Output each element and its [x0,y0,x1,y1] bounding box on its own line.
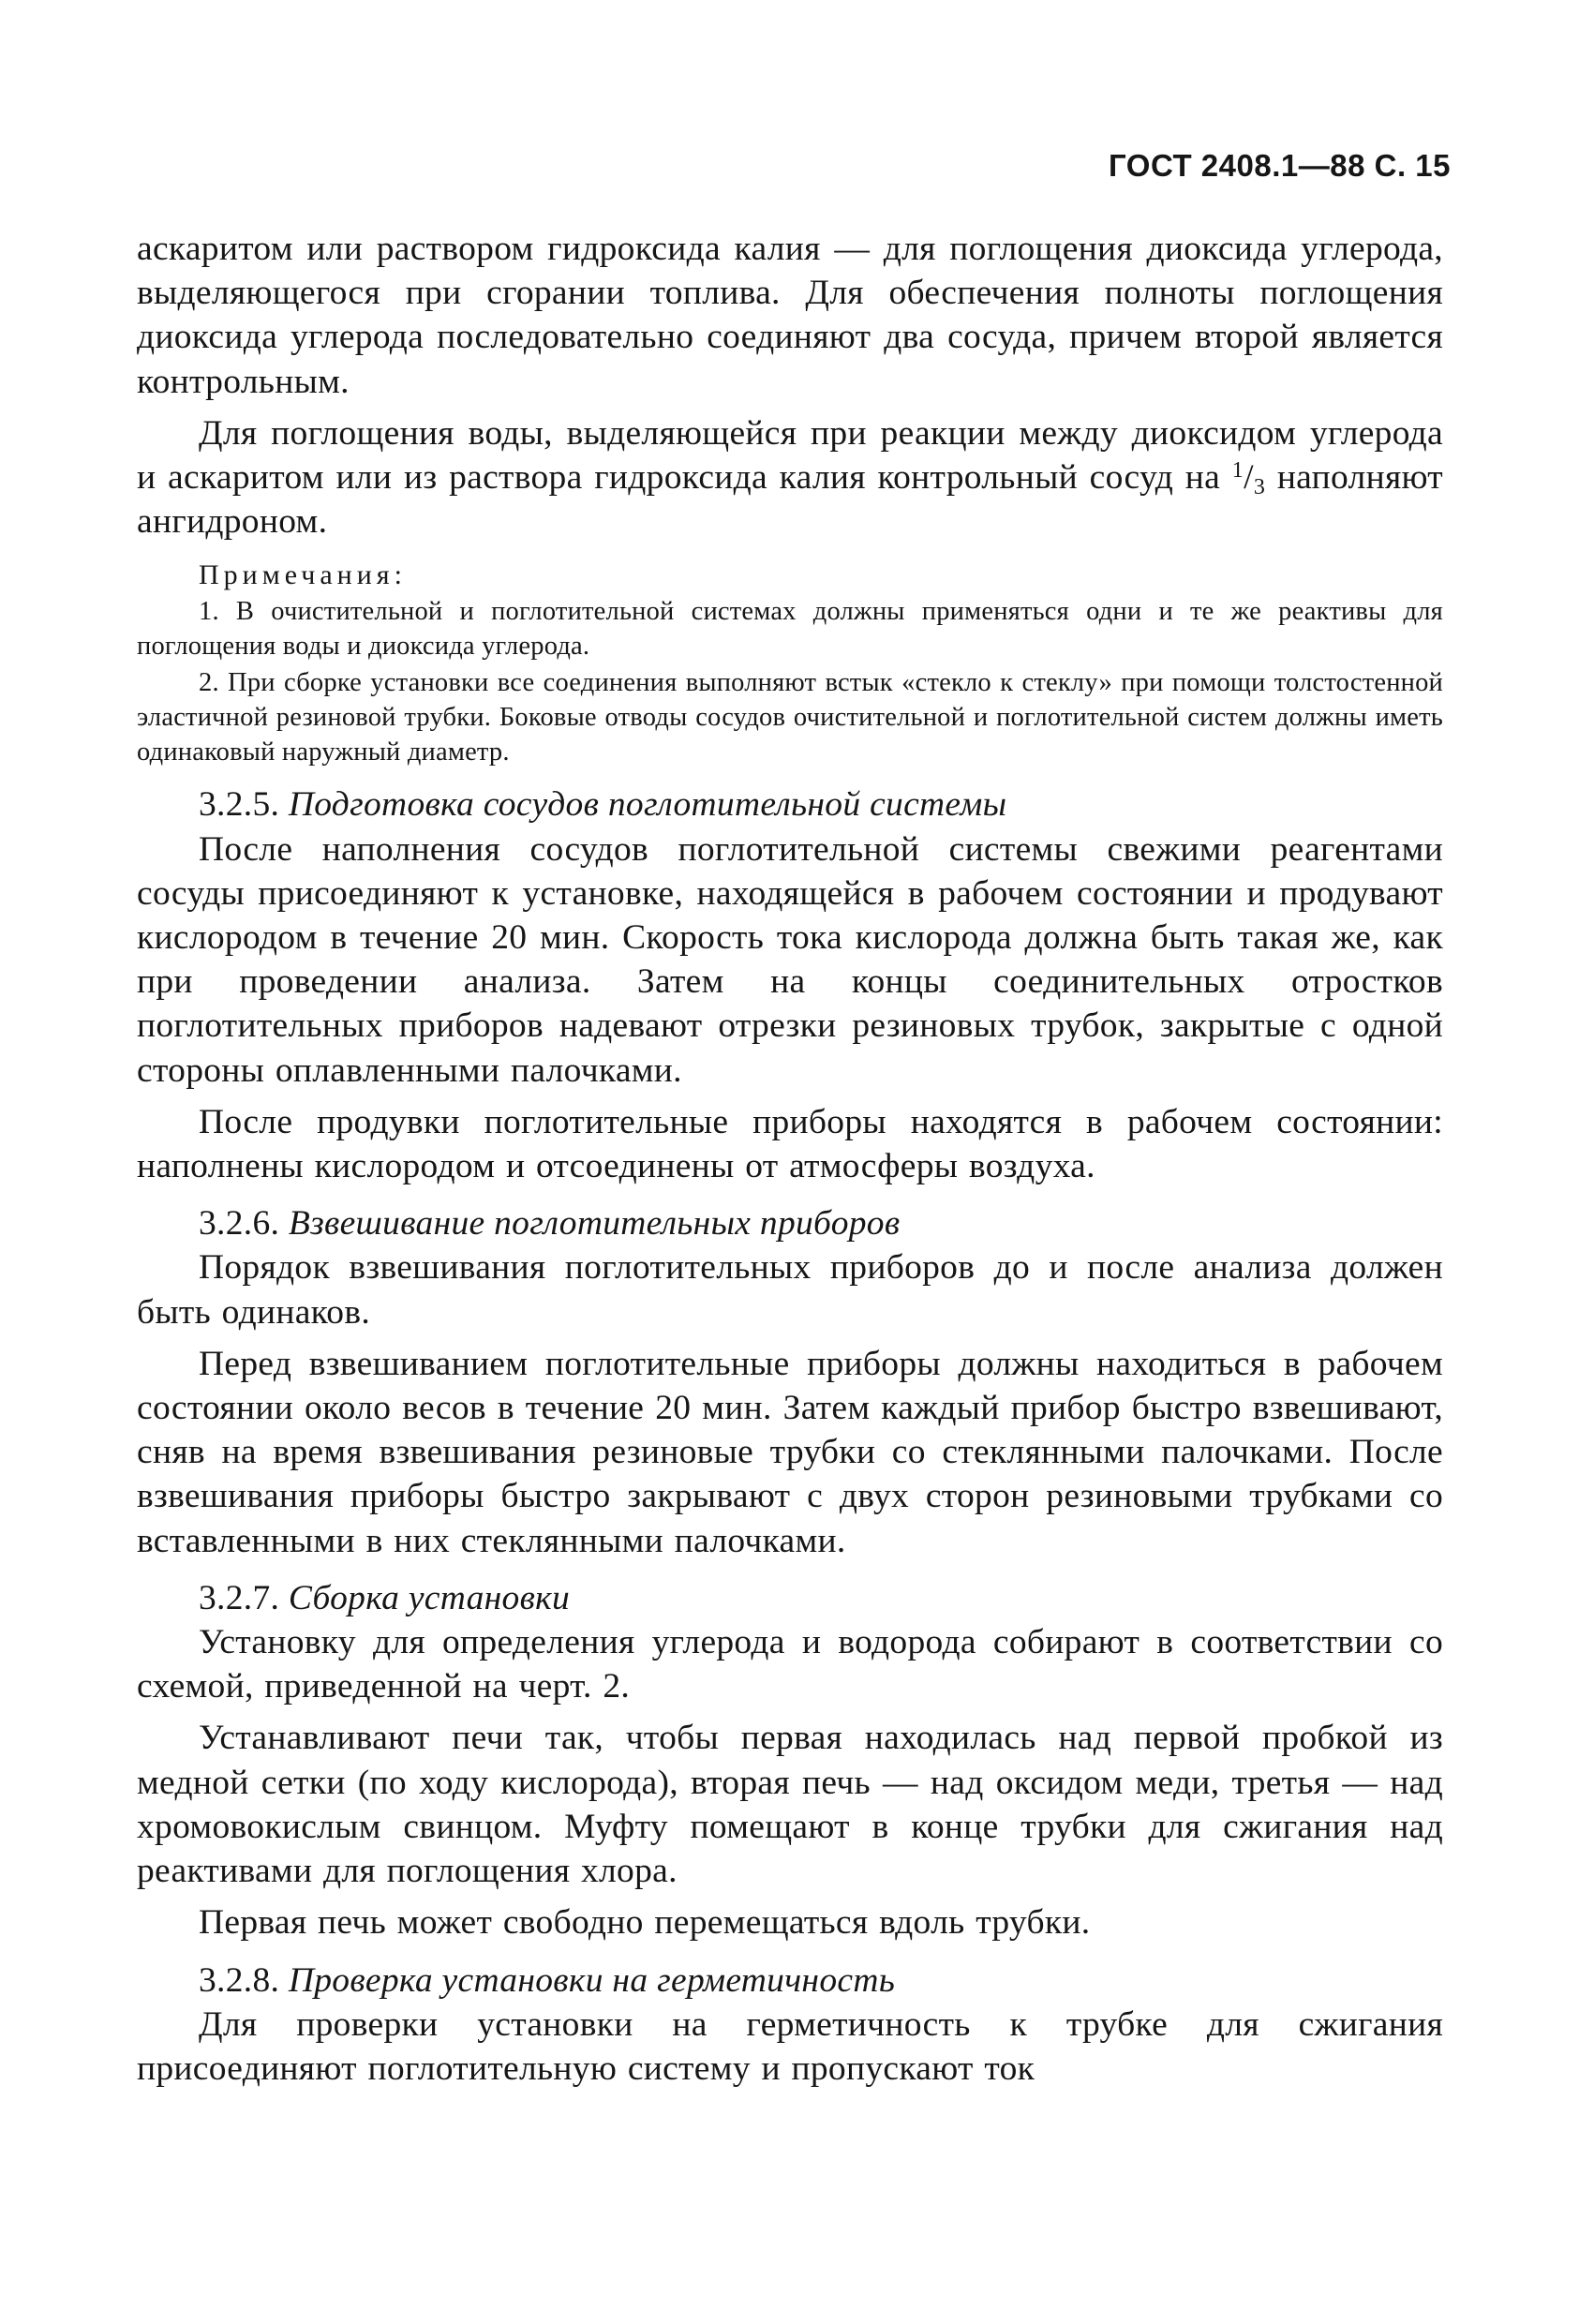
paragraph-water-absorption [137,411,1443,544]
section-heading [137,1959,1443,2003]
section-title: Проверка установки на герметичность [288,1960,896,2000]
section-title: Сборка установки [288,1578,571,1617]
paragraph: Перед взвешиванием поглотительные приборы должны находиться в рабочем состоянии около весов в течение 20 мин. Затем каждый прибор быстро взвешивают, сняв на время взвешивания резиновые трубки со стеклянными палочками. После взвешивания приборы быстро закрывают с двух сторон резиновыми трубками со вставленными в них стеклянными палочками. [137,1344,1443,1560]
fraction-slash: / [1244,458,1254,498]
fraction-numerator: 1 [1231,458,1244,484]
section-heading [137,1576,1443,1620]
paragraph-continuation: аскаритом или раствором гидроксида калия — для поглощения диоксида углерода, выделяющегося при сгорании топлива. Для обеспечения полноты поглощения диоксида углерода последовательно соединяют два сосуда, причем второй является контрольным. [137,230,1443,401]
running-header: ГОСТ 2408.1—88 С. 15 [1109,148,1451,183]
paragraph-text: Для поглощения воды, выделяющейся при реакции между диоксидом углерода и аскаритом или из раствора гидроксида калия контрольный сосуд на [137,413,1443,498]
body-text [137,227,1443,2091]
section-number: 3.2.5. [199,785,280,825]
fraction-denominator: 3 [1253,475,1266,500]
paragraph: Установку для определения углерода и водорода собирают в соответствии со схемой, приведенной на черт. 2. [137,1623,1443,1706]
paragraph: Устанавливают печи так, чтобы первая находилась над первой пробкой из медной сетки (по ходу кислорода), вторая печь — над оксидом меди, третья — над хромовокислым свинцом. Муфту помещают в конце трубки для сжигания над реактивами для поглощения хлора. [137,1719,1443,1891]
section-number: 3.2.7. [199,1578,280,1617]
section-title: Взвешивание поглотительных приборов [288,1204,901,1244]
paragraph: После продувки поглотительные приборы находятся в рабочем состоянии: наполнены кислородом и отсоединены от атмосферы воздуха. [137,1102,1443,1186]
notes-title: Примечания: [199,559,407,591]
note-item: 2. При сборке установки все соединения выполняют встык «стекло к стеклу» при помощи толстостенной эластичной резиновой трубки. Боковые отводы сосудов очистительной и поглотительной систем должны иметь одинаковый наружный диаметр. [137,668,1443,767]
section-number: 3.2.6. [199,1204,280,1244]
fraction-one-third [1231,458,1266,500]
section-heading [137,1201,1443,1245]
section-number: 3.2.8. [199,1960,280,2000]
section-title: Подготовка сосудов поглотительной системы [288,785,1007,825]
paragraph: Для проверки установки на герметичность к трубке для сжигания присоединяют поглотительную систему и пропускают ток [137,2004,1443,2088]
paragraph-text: наполняют ангидроном. [137,458,1443,542]
paragraph: После наполнения сосудов поглотительной системы свежими реагентами сосуды присоединяют к установке, находящейся в рабочем состоянии и продувают кислородом в течение 20 мин. Скорость тока кислорода должна быть такая же, как при проведении анализа. Затем на концы соединительных отростков поглотительных приборов надевают отрезки резиновых трубок, закрытые с одной стороны оплавленными палочками. [137,829,1443,1090]
section-heading [137,782,1443,827]
paragraph: Первая печь может свободно перемещаться вдоль трубки. [199,1903,1091,1943]
note-item: 1. В очистительной и поглотительной системах должны применяться одни и те же реактивы для поглощения воды и диоксида углерода. [137,597,1443,662]
paragraph: Порядок взвешивания поглотительных приборов до и после анализа должен быть одинаков. [137,1248,1443,1332]
